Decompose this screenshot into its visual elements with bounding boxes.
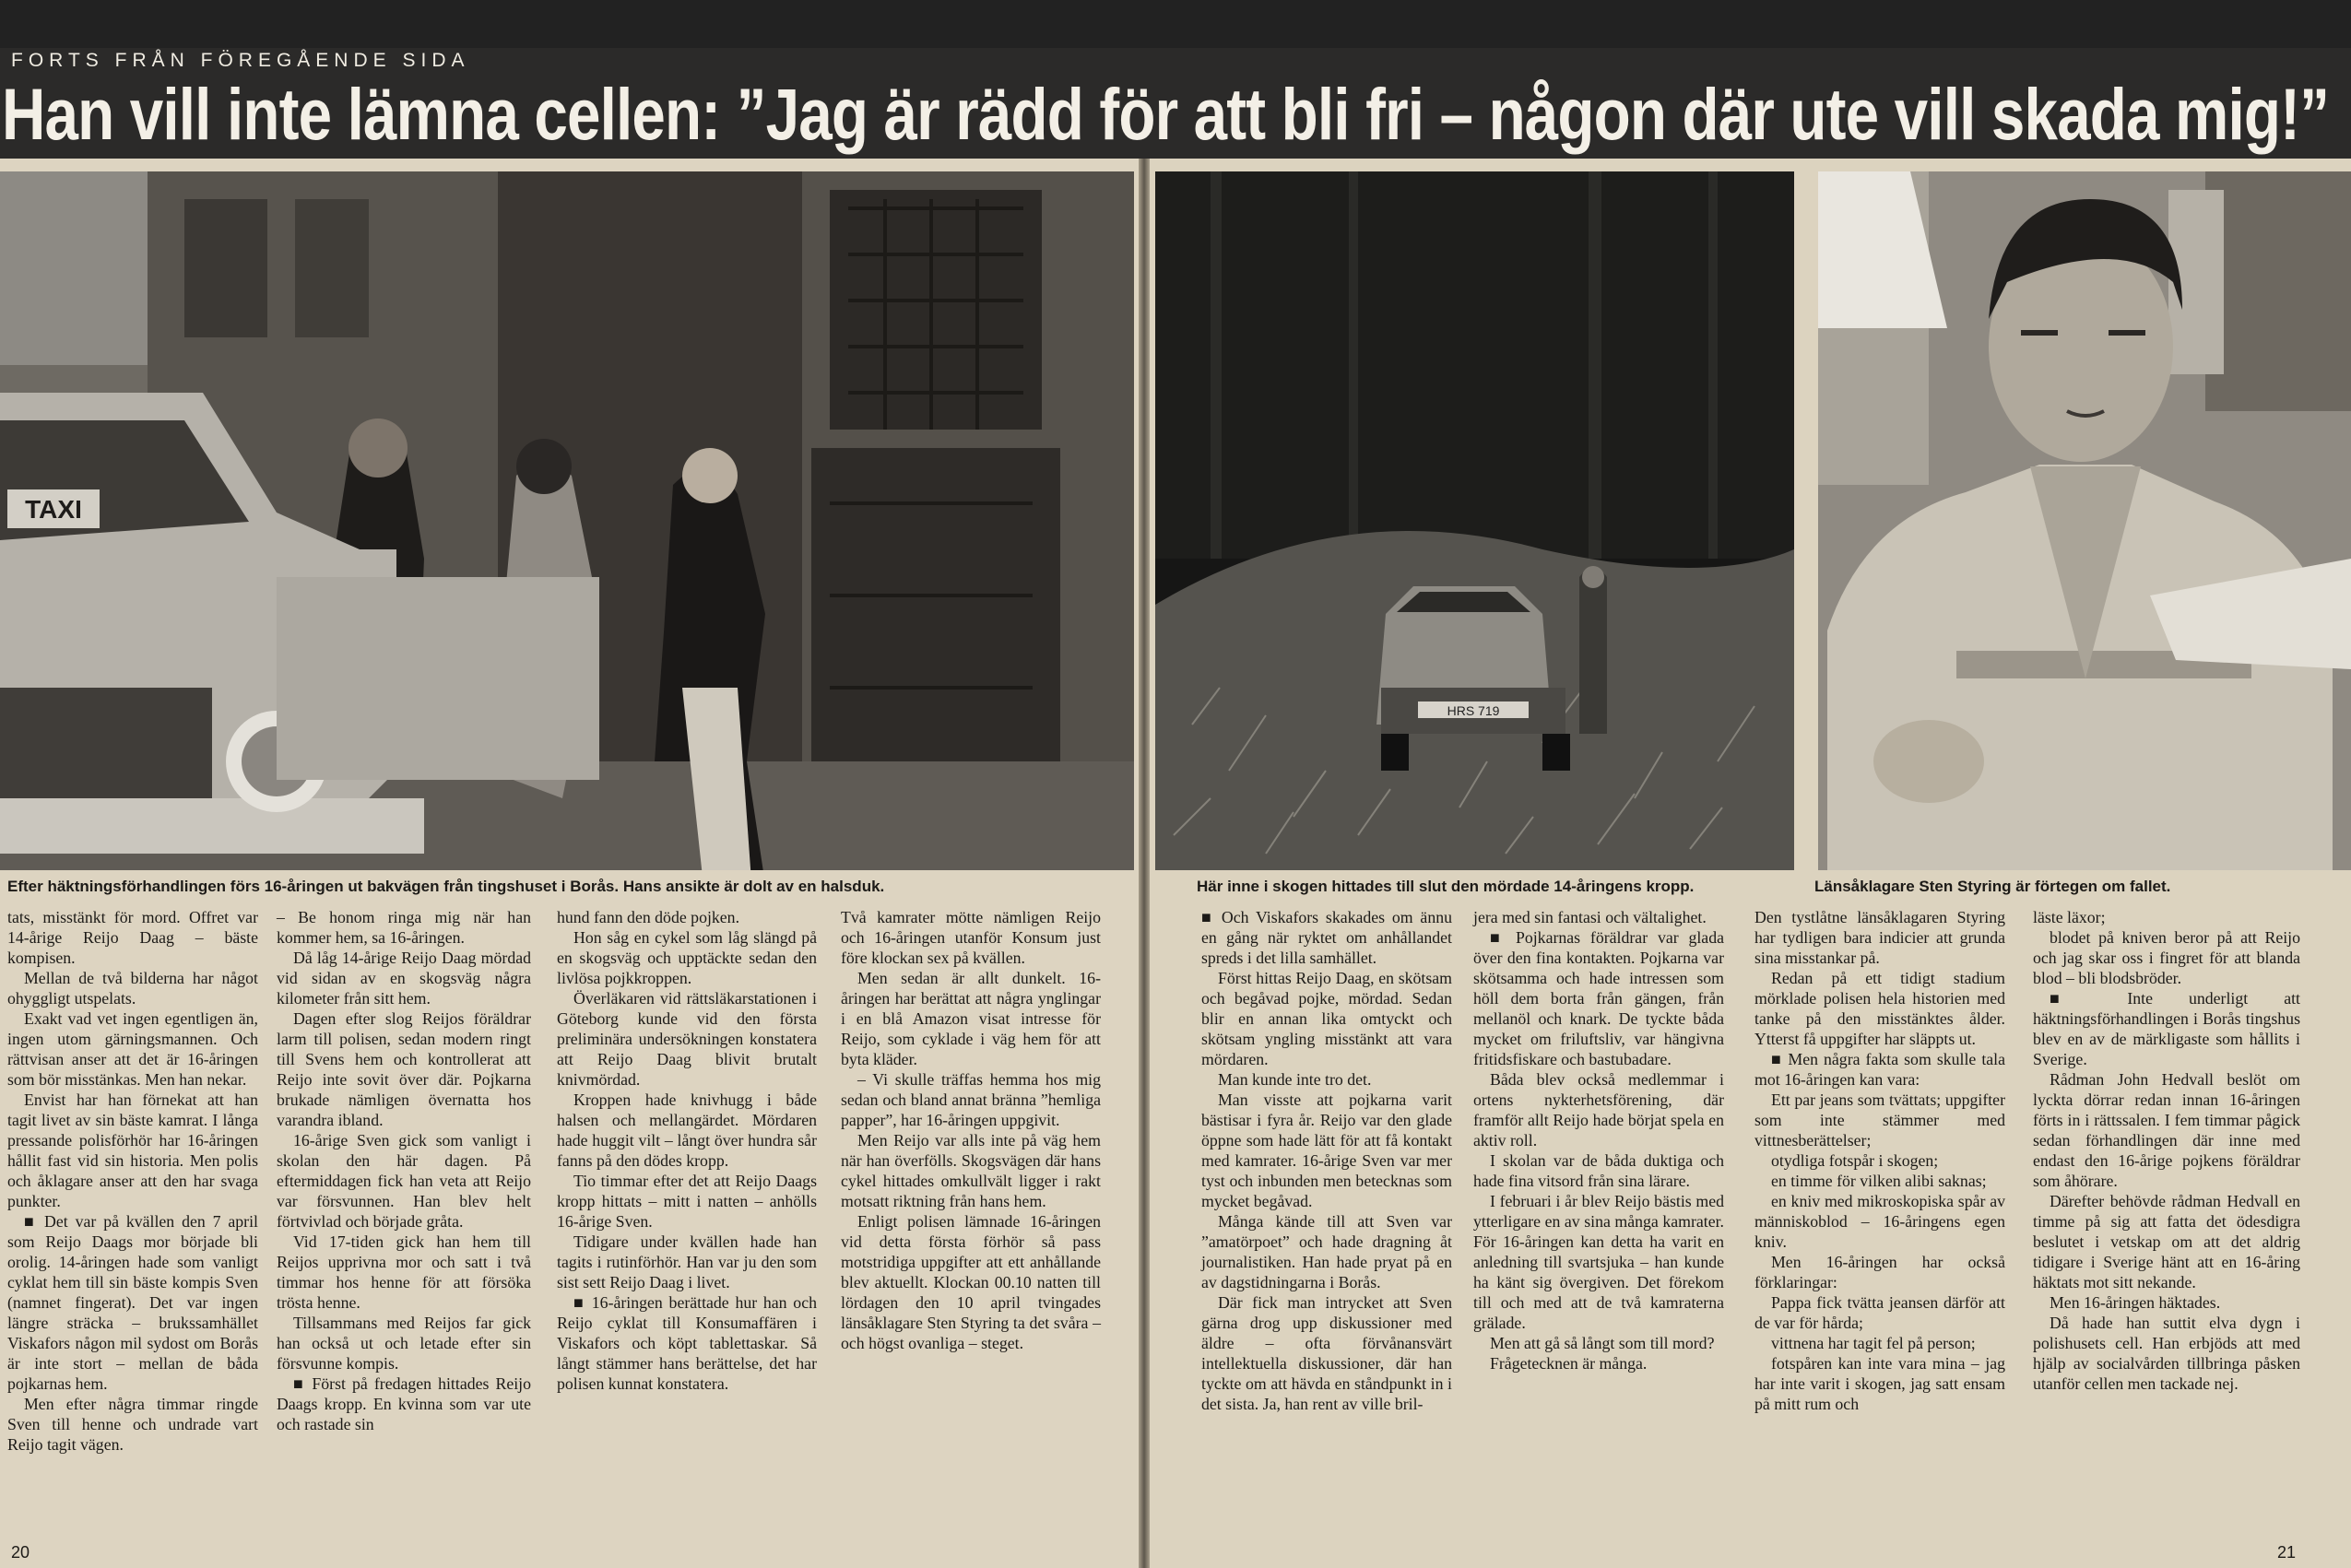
paragraph: ■ Pojkarnas föräldrar var glada över den fina kontakten. Pojkarna var skötsamma och hade intressen som höll dem borta från gängen, från mellanöl och knark. De tyckte båda mycket om friluftsliv, var hängivna fritidsfiskare och bastubadare. [1473,928,1724,1068]
paragraph: Då låg 14-årige Reijo Daag mördad vid sidan av en skogsväg några kilometer från sitt hem. [277,949,531,1008]
paragraph: Dagen efter slog Reijos föräldrar larm till polisen, sedan modern ringt till Svens hem och kontrollerat att Reijo inte sovit över där. Pojkarna brukade nämligen övernatta hos varandra ibland. [277,1009,531,1129]
paragraph: en kniv med mikroskopiska spår av människoblod – 16-åringens egen kniv. [1754,1192,2005,1251]
paragraph: Exakt vad vet ingen egentligen än, ingen utom gärningsmannen. Och rättvisan anser att det är 16-åringen som bör misstänkas. Men han nekar. [7,1009,258,1089]
paragraph: Den tystlåtne länsåklagaren Styring har tydligen bara indicier att grunda sina misstankar på. [1754,908,2005,967]
text-column-6 [1473,907,1724,1373]
paragraph: Där fick man intrycket att Sven gärna drog upp diskussioner med äldre – ofta förvånansvärt intellektuella diskussioner, där han tyckte om att hävda en ståndpunkt in i det sista. Ja, han rent av ville bril- [1201,1293,1452,1413]
text-column-4 [841,907,1101,1353]
paragraph: Först hittas Reijo Daag, en skötsam och begåvad pojke, mördad. Sedan blir en annan lika omtyckt och skötsam yngling misstänkt att vara mördaren. [1201,969,1452,1068]
paragraph: otydliga fotspår i skogen; [1771,1151,1939,1170]
paragraph: Men 16-åringen häktades. [2050,1293,2221,1312]
paragraph: Hon såg en cykel som låg slängd på en skogsväg och upptäckte sedan den livlösa pojkkroppen. [557,928,817,987]
headline: Han vill inte lämna cellen: ”Jag är rädd för att bli fri – någon där ute vill skada mig!” [2,73,2330,155]
paragraph: blodet på kniven beror på att Reijo och jag skar oss i fingret för att blanda blod – bli blodsbröder. [2033,928,2300,987]
paragraph: ■ Det var på kvällen den 7 april som Reijo Daags mor började bli orolig. 14-åringen hade som vanligt cyklat hem till sin bäste kompis Sven (namnet fingerat). Det var ingen längre sträcka – brukssamhället Viskafors någon mil sydost om Borås är inte stort – mellan de båda pojkarnas hem. [7,1212,258,1393]
prosecutor-portrait-photo [1818,171,2351,870]
paragraph: I skolan var de båda duktiga och hade fina vitsord från sina lärare. [1473,1151,1724,1190]
paragraph: Då hade han suttit elva dygn i polishusets cell. Han erbjöds att med hjälp av socialvården tillbringa påsken utanför cellen men tackade nej. [2033,1314,2300,1393]
paragraph: jera med sin fantasi och vältalighet. [1473,908,1707,926]
paragraph: Envist har han förnekat att han tagit livet av sin bäste kamrat. I långa pressande polisförhör har 16-åringen hållit fast vid sin historia. Men polis och åklagare anser att den har svaga punkter. [7,1091,258,1210]
paragraph: Tidigare under kvällen hade han tagits i rutinförhör. Han var ju den som sist sett Reijo Daag i livet. [557,1232,817,1291]
paragraph: Mellan de två bilderna har något ohyggligt utspelats. [7,969,258,1008]
magazine-gutter [1139,0,1150,1568]
text-column-3 [557,907,817,1394]
paragraph: – Vi skulle träffas hemma hos mig sedan och bland annat bränna ”hemliga papper”, har 16-åringen uppgivit. [841,1070,1101,1129]
paragraph: ■ Och Viskafors skakades om ännu en gång när ryktet om anhållandet spreds i det lilla samhället. [1201,908,1452,967]
paragraph: Därefter behövde rådman Hedvall en timme på sig att fatta det ödesdigra beslutet i vetskap om att det aldrig tidigare i Sverige hänt att en 16-åring häktats mot sitt nekande. [2033,1192,2300,1291]
license-plate-text: HRS 719 [1447,703,1500,718]
paragraph: läste läxor; [2033,908,2106,926]
paragraph: Enligt polisen lämnade 16-åringen vid detta första förhör så pass motstridiga uppgifter att ett anhållande blev aktuellt. Klockan 00.10 natten till lördagen den 10 april tvingades länsåklagare Sten Styring ta det svåra – och högst ovanliga – steget. [841,1212,1101,1352]
paragraph: ■ 16-åringen berättade hur han och Reijo cyklat till Konsumaffären i Viskafors och köpt tablettaskar. Så långt stämmer hans berättelse, det har polisen kunnat konstatera. [557,1293,817,1393]
forest-photo [1155,171,1794,870]
paragraph: Många kände till att Sven var ”amatörpoet” och hade dragning åt journalistiken. Han hade pryat på en av dagstidningarna i Borås. [1201,1212,1452,1291]
paragraph: Rådman John Hedvall beslöt om lyckta dörrar redan innan 16-åringen förts in i rättssalen. I fem timmar pågick sedan förhandlingen där inne med endast den 16-årige pojkens föräldrar som åhörare. [2033,1070,2300,1190]
caption-prosecutor: Länsåklagare Sten Styring är förtegen om fallet. [1814,878,2171,895]
paragraph: Kroppen hade knivhugg i både halsen och mellangärdet. Mördaren hade huggit vilt – långt över hundra sår fanns på den dödes kropp. [557,1091,817,1170]
paragraph: en timme för vilken alibi saknas; [1771,1172,1987,1190]
paragraph: Två kamrater mötte nämligen Reijo och 16-åringen utanför Konsum just före klockan sex på kvällen. [841,908,1101,967]
courthouse-photo [0,171,1134,870]
caption-forest: Här inne i skogen hittades till slut den mördade 14-åringens kropp. [1197,878,1695,895]
text-column-2 [277,907,531,1434]
paragraph: fotspåren kan inte vara mina – jag har inte varit i skogen, jag satt ensam på mitt rum och [1754,1354,2005,1413]
page-number-right: 21 [2277,1543,2297,1562]
paragraph: Båda blev också medlemmar i ortens nykterhetsförening, där framför allt Reijo hade börjat spela en aktiv roll. [1473,1070,1724,1149]
text-column-5 [1201,907,1452,1414]
paragraph: vittnena har tagit fel på person; [1771,1334,1976,1352]
paragraph: Men Reijo var alls inte på väg hem när han överfölls. Skogsvägen där hans cykel hittades omkullvält ligger i rakt motsatt riktning från hans hem. [841,1131,1101,1210]
paragraph: Vid 17-tiden gick han hem till Reijos upprivna mor och satt i två timmar hos henne för att försöka trösta henne. [277,1232,531,1312]
taxi-sign-text: TAXI [25,495,82,524]
text-column-7 [1754,907,2005,1414]
paragraph: hund fann den döde pojken. [557,908,740,926]
paragraph: Redan på ett tidigt stadium mörklade polisen hela historien med tanke på den misstänktes ålder. Ytterst få uppgifter har släppts ut. [1754,969,2005,1048]
paragraph: Men efter några timmar ringde Sven till henne och undrade vart Reijo tagit vägen. [7,1395,258,1454]
paragraph: I februari i år blev Reijo bästis med ytterligare en av sina många kamrater. För 16-åringen kan detta ha varit en anledning till svartsjuka – han kunde ha känt sig övergiven. Det förekom till och med att de två kamraterna grälade. [1473,1192,1724,1332]
paragraph: Tio timmar efter det att Reijo Daags kropp hittats – mitt i natten – anhölls 16-årige Sven. [557,1172,817,1231]
paragraph: Frågetecknen är många. [1490,1354,1648,1373]
paragraph: Men 16-åringen har också förklaringar: [1754,1253,2005,1291]
paragraph: Pappa fick tvätta jeansen därför att de var för hårda; [1754,1293,2005,1332]
paragraph: Överläkaren vid rättsläkarstationen i Göteborg kunde vid den första preliminära undersökningen konstatera att Reijo Daag blivit brutalt knivmördad. [557,989,817,1089]
headline-banner [0,0,2351,159]
paragraph: Man visste att pojkarna varit bästisar i fyra år. Reijo var den glade öppne som hade lätt för att få kontakt med kamrater. 16-årige Sven var mer tyst och inbunden men betecknas som mycket begåvad. [1201,1091,1452,1210]
page-number-left: 20 [11,1543,30,1562]
paragraph: ■ Inte underligt att häktningsförhandlingen i Borås tingshus blev en av de märkligaste som hållits i Sverige. [2033,989,2300,1068]
paragraph: 16-årige Sven gick som vanligt i skolan den här dagen. På eftermiddagen fick han veta att Reijo var försvunnen. Han blev helt förtvivlad och började gråta. [277,1131,531,1231]
paragraph: Men att gå så långt som till mord? [1490,1334,1715,1352]
text-column-1 [7,907,258,1455]
continued-kicker: FORTS FRÅN FÖREGÅENDE SIDA [11,50,470,71]
paragraph: ■ Men några fakta som skulle tala mot 16-åringen kan vara: [1754,1050,2005,1089]
paragraph: tats, misstänkt för mord. Offret var 14-årige Reijo Daag – bäste kompisen. [7,908,258,967]
paragraph: ■ Först på fredagen hittades Reijo Daags kropp. En kvinna som var ute och rastade sin [277,1374,531,1433]
paragraph: – Be honom ringa mig när han kommer hem, sa 16-åringen. [277,908,531,947]
paragraph: Ett par jeans som tvättats; uppgifter som inte stämmer med vittnesberättelser; [1754,1091,2005,1149]
top-strip [0,0,2351,48]
caption-courthouse: Efter häktningsförhandlingen förs 16-åringen ut bakvägen från tingshuset i Borås. Hans ansikte är dolt av en halsduk. [7,878,885,895]
paragraph: Man kunde inte tro det. [1218,1070,1372,1089]
paragraph: Men sedan är allt dunkelt. 16-åringen har berättat att några ynglingar i en blå Amazon visat intresse för Reijo, som cyklade i väg hem för att byta kläder. [841,969,1101,1068]
paragraph: Tillsammans med Reijos far gick han också ut och letade efter sin försvunne kompis. [277,1314,531,1373]
text-column-8 [2033,907,2300,1394]
